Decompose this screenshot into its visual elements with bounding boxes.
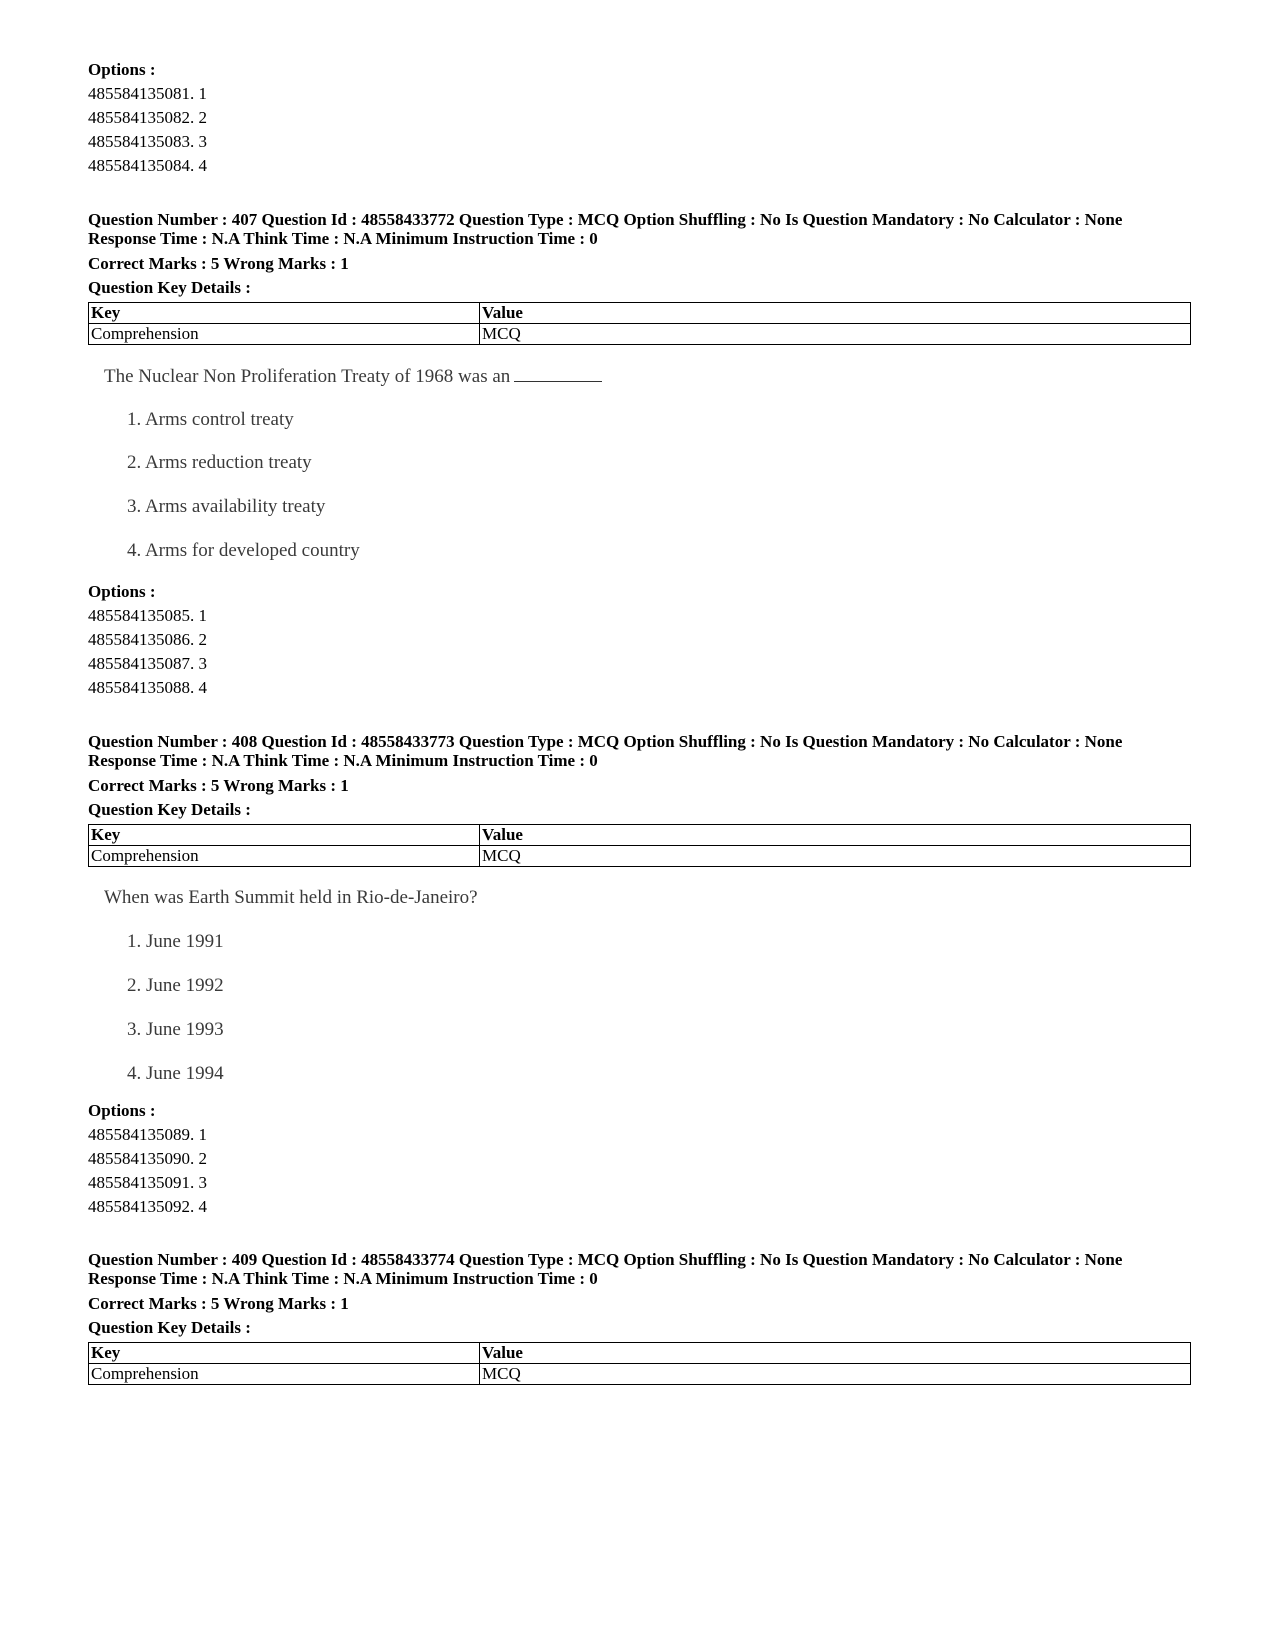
question-meta-line: Question Number : 408 Question Id : 48558433773 Question Type : MCQ Option Shuffling : No Is Question Mandatory : No Calculator : None (88, 732, 1123, 751)
option-id: 485584135086. 2 (88, 630, 207, 649)
option-id: 485584135092. 4 (88, 1197, 207, 1216)
question-choice: 4. June 1994 (127, 1063, 224, 1084)
question-choice: 4. Arms for developed country (127, 540, 360, 561)
option-id: 485584135085. 1 (88, 606, 207, 625)
table-header-key: Key (89, 303, 480, 324)
question-marks: Correct Marks : 5 Wrong Marks : 1 (88, 776, 349, 795)
table-header-row (89, 825, 1191, 846)
question-key-details-label: Question Key Details : (88, 800, 251, 819)
question-408-header (88, 732, 1198, 770)
table-header-row (89, 303, 1191, 324)
question-409-header (88, 1250, 1198, 1288)
option-id: 485584135087. 3 (88, 654, 207, 673)
table-header-value: Value (480, 825, 1191, 846)
question-timing-line: Response Time : N.A Think Time : N.A Minimum Instruction Time : 0 (88, 751, 598, 770)
question-marks: Correct Marks : 5 Wrong Marks : 1 (88, 1294, 349, 1313)
question-marks: Correct Marks : 5 Wrong Marks : 1 (88, 254, 349, 273)
table-header-value: Value (480, 303, 1191, 324)
table-cell-value: MCQ (480, 846, 1191, 867)
option-id: 485584135089. 1 (88, 1125, 207, 1144)
fill-blank-line (514, 365, 602, 382)
question-text (104, 365, 602, 388)
table-cell-value: MCQ (480, 324, 1191, 345)
question-choice: 1. Arms control treaty (127, 409, 294, 430)
options-label: Options : (88, 1101, 156, 1120)
question-choice: 3. June 1993 (127, 1019, 224, 1040)
option-id: 485584135082. 2 (88, 108, 207, 127)
table-header-value: Value (480, 1343, 1191, 1364)
question-choice: 2. Arms reduction treaty (127, 452, 312, 473)
table-cell-key: Comprehension (89, 324, 480, 345)
question-key-table (88, 824, 1191, 867)
table-row (89, 324, 1191, 345)
question-timing-line: Response Time : N.A Think Time : N.A Minimum Instruction Time : 0 (88, 1269, 598, 1288)
table-header-key: Key (89, 825, 480, 846)
question-meta-line: Question Number : 407 Question Id : 48558433772 Question Type : MCQ Option Shuffling : No Is Question Mandatory : No Calculator : None (88, 210, 1123, 229)
options-label: Options : (88, 582, 156, 601)
table-row (89, 1364, 1191, 1385)
table-header-key: Key (89, 1343, 480, 1364)
option-id: 485584135084. 4 (88, 156, 207, 175)
question-choice: 2. June 1992 (127, 975, 224, 996)
option-id: 485584135081. 1 (88, 84, 207, 103)
question-key-details-label: Question Key Details : (88, 278, 251, 297)
option-id: 485584135088. 4 (88, 678, 207, 697)
question-choice: 3. Arms availability treaty (127, 496, 326, 517)
table-row (89, 846, 1191, 867)
question-text-content: The Nuclear Non Proliferation Treaty of 1968 was an (104, 366, 511, 387)
question-key-details-label: Question Key Details : (88, 1318, 251, 1337)
question-key-table (88, 302, 1191, 345)
option-id: 485584135091. 3 (88, 1173, 207, 1192)
table-header-row (89, 1343, 1191, 1364)
question-407-header (88, 210, 1198, 248)
question-key-table (88, 1342, 1191, 1385)
table-cell-key: Comprehension (89, 1364, 480, 1385)
question-meta-line: Question Number : 409 Question Id : 48558433774 Question Type : MCQ Option Shuffling : No Is Question Mandatory : No Calculator : None (88, 1250, 1123, 1269)
option-id: 485584135083. 3 (88, 132, 207, 151)
table-cell-value: MCQ (480, 1364, 1191, 1385)
options-label: Options : (88, 60, 156, 79)
question-choice: 1. June 1991 (127, 931, 224, 952)
option-id: 485584135090. 2 (88, 1149, 207, 1168)
question-timing-line: Response Time : N.A Think Time : N.A Minimum Instruction Time : 0 (88, 229, 598, 248)
table-cell-key: Comprehension (89, 846, 480, 867)
question-text: When was Earth Summit held in Rio-de-Janeiro? (104, 887, 478, 908)
